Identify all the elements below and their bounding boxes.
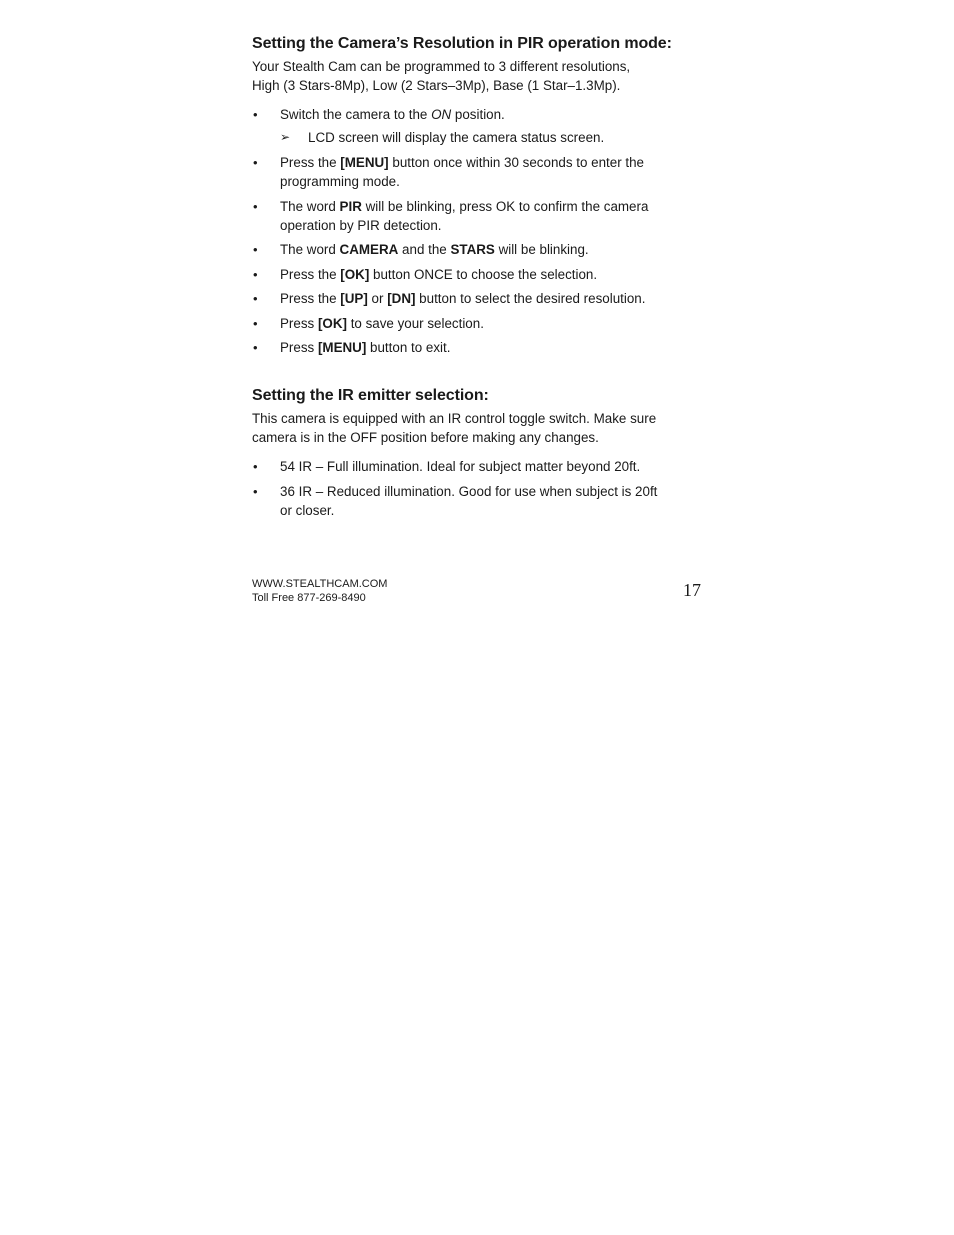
list-item-text: Press the [UP] or [DN] button to select the desired resolution. [280, 291, 646, 306]
bullet-icon: • [253, 340, 258, 355]
list-item-text: 36 IR – Reduced illumination. Good for use when subject is 20ft or closer. [280, 484, 658, 518]
footer-phone: Toll Free 877-269-8490 [252, 592, 366, 604]
intro-line: This camera is equipped with an IR control toggle switch. Make sure [252, 411, 657, 426]
list-item-text: Press [MENU] button to exit. [280, 340, 451, 355]
list-item-text: Press the [MENU] button once within 30 seconds to enter the programming mode. [280, 155, 644, 189]
bullet-icon: • [253, 107, 258, 122]
bullet-icon: • [253, 459, 258, 474]
list-item-text: Switch the camera to the ON position. [280, 107, 505, 122]
list-item-text: The word PIR will be blinking, press OK to confirm the camera operation by PIR detection. [280, 199, 649, 233]
arrow-bullet-icon: ➢ [280, 130, 291, 144]
intro-line: Your Stealth Cam can be programmed to 3 different resolutions, [252, 59, 631, 74]
section-intro-resolution [252, 57, 697, 95]
list-item-text: Press [OK] to save your selection. [280, 316, 484, 331]
list-item-text: 54 IR – Full illumination. Ideal for subject matter beyond 20ft. [280, 459, 641, 474]
sub-list-item-text: LCD screen will display the camera status screen. [308, 130, 605, 145]
intro-line: High (3 Stars-8Mp), Low (2 Stars–3Mp), Base (1 Star–1.3Mp). [252, 78, 621, 93]
section-heading-ir-emitter: Setting the IR emitter selection: [252, 387, 489, 404]
bullet-icon: • [253, 242, 258, 257]
bullet-icon: • [253, 267, 258, 282]
bullet-icon: • [253, 291, 258, 306]
page-number: 17 [683, 580, 701, 600]
section-intro-ir-emitter [252, 409, 697, 447]
bullet-icon: • [253, 316, 258, 331]
footer-website: WWW.STEALTHCAM.COM [252, 578, 388, 590]
list-item-text: The word CAMERA and the STARS will be blinking. [280, 242, 589, 257]
bullet-icon: • [253, 484, 258, 499]
intro-line: camera is in the OFF position before making any changes. [252, 430, 599, 445]
list-item-text: Press the [OK] button ONCE to choose the selection. [280, 267, 598, 282]
bullet-icon: • [253, 155, 258, 170]
bullet-icon: • [253, 199, 258, 214]
section-heading-resolution: Setting the Camera’s Resolution in PIR operation mode: [252, 35, 672, 52]
